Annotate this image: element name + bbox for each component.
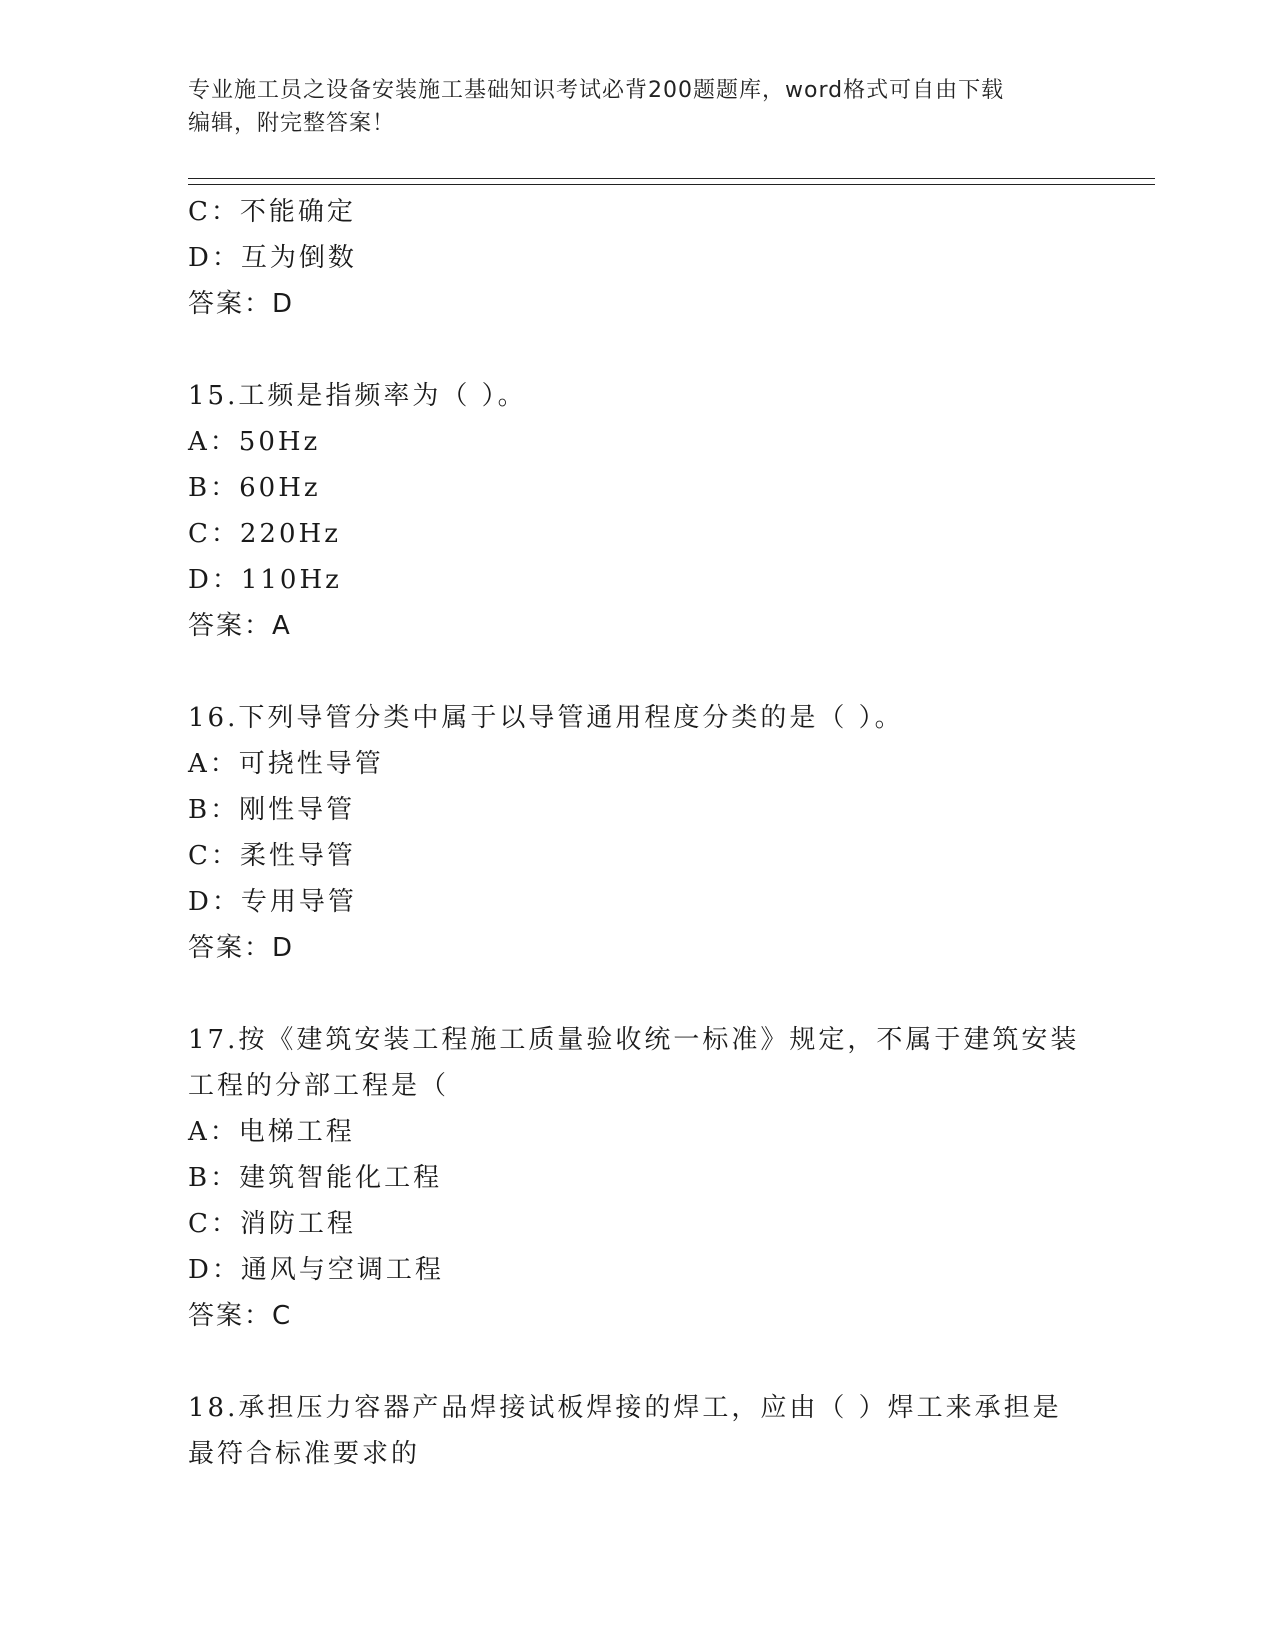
prev-question-block — [188, 189, 1088, 327]
option-b: B：建筑智能化工程 — [188, 1163, 443, 1193]
option-d: D：110Hz — [188, 565, 342, 595]
option-a: A：可挠性导管 — [188, 749, 384, 779]
spacer — [188, 327, 1088, 373]
document-header — [188, 74, 1068, 140]
option-b: B：60Hz — [188, 473, 321, 503]
question-text: 16.下列导管分类中属于以导管通用程度分类的是（ ）。 — [188, 703, 904, 733]
option-d: D：通风与空调工程 — [188, 1255, 444, 1285]
question-18 — [188, 1385, 1088, 1477]
option-a: A：电梯工程 — [188, 1117, 355, 1147]
answer-line: 答案：D — [188, 289, 295, 319]
spacer — [188, 971, 1088, 1017]
header-rule-bottom — [188, 184, 1155, 185]
header-line-2: 编辑，附完整答案！ — [188, 111, 396, 136]
option-c: C：柔性导管 — [188, 841, 356, 871]
spacer — [188, 649, 1088, 695]
option-c: C：消防工程 — [188, 1209, 356, 1239]
question-text-line-1: 18.承担压力容器产品焊接试板焊接的焊工，应由（ ）焊工来承担是 — [188, 1393, 1062, 1423]
question-text: 15.工频是指频率为（ ）。 — [188, 381, 527, 411]
option-b: B：刚性导管 — [188, 795, 356, 825]
question-17 — [188, 1017, 1088, 1339]
question-16 — [188, 695, 1088, 971]
option-c: C：220Hz — [188, 519, 341, 549]
question-text-line-2: 工程的分部工程是（ — [188, 1071, 450, 1101]
option-d: D：互为倒数 — [188, 243, 357, 273]
question-text-line-2: 最符合标准要求的 — [188, 1439, 421, 1469]
header-line-1: 专业施工员之设备安装施工基础知识考试必背200题题库，word格式可自由下载 — [188, 78, 1005, 103]
question-list — [188, 189, 1088, 1477]
question-15 — [188, 373, 1088, 649]
question-text-line-1: 17.按《建筑安装工程施工质量验收统一标准》规定，不属于建筑安装 — [188, 1025, 1080, 1055]
spacer — [188, 1339, 1088, 1385]
option-a: A：50Hz — [188, 427, 321, 457]
option-d: D：专用导管 — [188, 887, 357, 917]
header-rule-top — [188, 178, 1155, 179]
option-c: C：不能确定 — [188, 197, 356, 227]
answer-line: 答案：C — [188, 1301, 293, 1331]
answer-line: 答案：A — [188, 611, 292, 641]
answer-line: 答案：D — [188, 933, 295, 963]
